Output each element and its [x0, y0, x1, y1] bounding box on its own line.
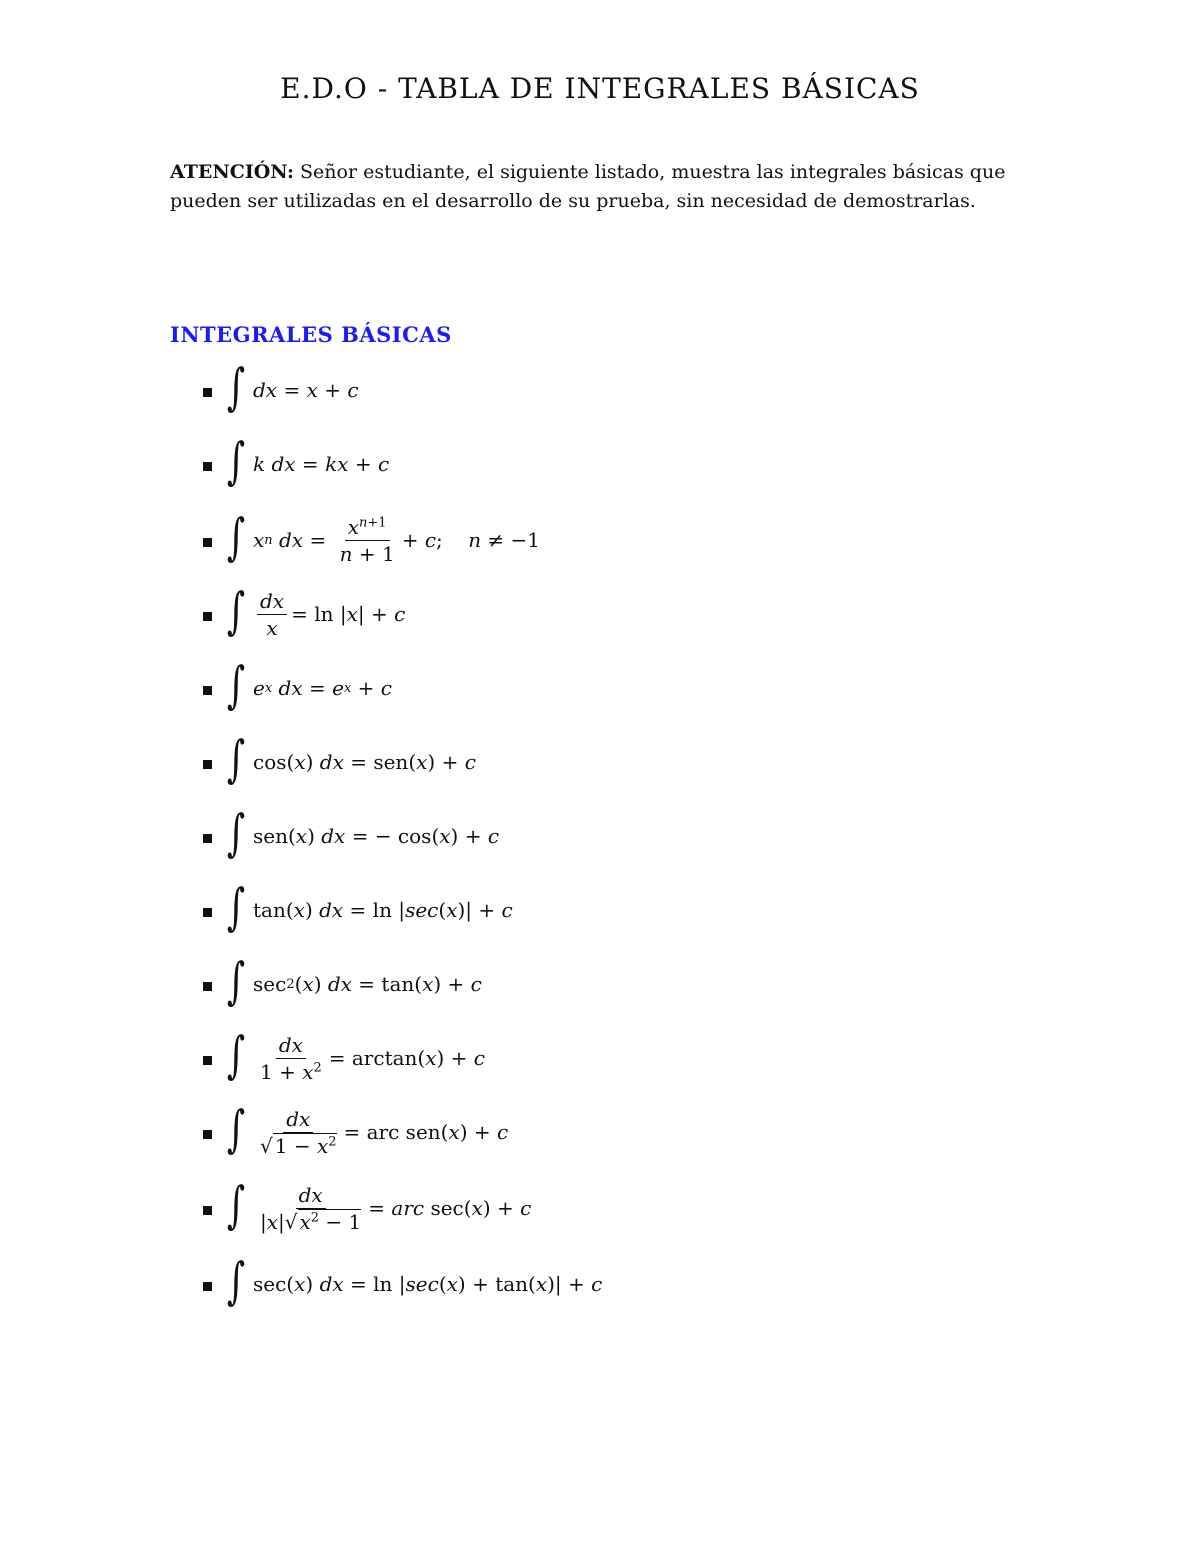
formula-item [203, 584, 903, 644]
square-bullet-icon [203, 760, 212, 769]
formula-item [203, 1254, 903, 1314]
square-bullet-icon [203, 1056, 212, 1065]
formula-expression: sen( x ) dx = − cos( x ) + c [253, 824, 500, 848]
integral-sign-icon: ∫ [226, 804, 246, 862]
integral-sign-icon: ∫ [226, 1100, 246, 1158]
integral-sign-icon: ∫ [226, 1252, 246, 1310]
formula-expression: sec( x ) dx = ln | sec ( x ) + tan( x )| + c [253, 1272, 603, 1296]
square-bullet-icon [203, 1206, 212, 1215]
integral-sign-icon: ∫ [226, 1026, 246, 1084]
formula-expression: $\frac{dx}{|x|√ x^2 - 1}$ = arc sec( x ) + c [260, 1182, 532, 1234]
integral-sign-icon: ∫ [226, 878, 246, 936]
square-bullet-icon [203, 908, 212, 917]
section-title: INTEGRALES BÁSICAS [170, 322, 452, 347]
notice-text-line2: pueden ser utilizadas en el desarrollo de su prueba, sin necesidad de demostrarlas. [170, 190, 976, 212]
integral-sign-icon: ∫ [226, 508, 246, 566]
formula-expression: $\frac{dx}{1 + x^2}$ = arctan( x ) + c [260, 1032, 485, 1084]
page-title: E.D.O - TABLA DE INTEGRALES BÁSICAS [280, 72, 920, 105]
notice-label: ATENCIÓN: [170, 161, 294, 183]
formula-item [203, 1028, 903, 1088]
square-bullet-icon [203, 538, 212, 547]
formula-expression: $\frac{dx}{√ 1 - x^2}$ = arc sen( x ) + c [260, 1106, 509, 1158]
square-bullet-icon [203, 462, 212, 471]
integral-sign-icon: ∫ [226, 358, 246, 416]
square-bullet-icon [203, 982, 212, 991]
notice-paragraph [170, 158, 1050, 216]
formula-item [203, 434, 903, 494]
integral-sign-icon: ∫ [226, 952, 246, 1010]
integral-sign-icon: ∫ [226, 730, 246, 788]
square-bullet-icon [203, 388, 212, 397]
formula-item [203, 360, 903, 420]
formula-item [203, 954, 903, 1014]
square-bullet-icon [203, 612, 212, 621]
formula-expression: x n dx = $\frac{x^{n+1}}{n + 1}$ + c ; n ≠ −1 [253, 514, 541, 566]
square-bullet-icon [203, 1282, 212, 1291]
formula-item [203, 880, 903, 940]
notice-text-line1: Señor estudiante, el siguiente listado, muestra las integrales básicas que [300, 161, 1006, 183]
integral-sign-icon: ∫ [226, 1176, 246, 1234]
formula-expression: cos( x ) dx = sen( x ) + c [253, 750, 476, 774]
formula-item [203, 658, 903, 718]
formula-expression: tan( x ) dx = ln | sec ( x )| + c [253, 898, 513, 922]
formula-expression: k dx = kx + c [253, 452, 390, 476]
formula-item [203, 1178, 903, 1238]
square-bullet-icon [203, 686, 212, 695]
integral-sign-icon: ∫ [226, 582, 246, 640]
formula-item [203, 510, 903, 570]
formula-expression: $\frac{dx}{x}$ = ln | x | + c [253, 584, 405, 644]
formula-expression: e x dx = e x + c [253, 676, 392, 700]
formula-item [203, 806, 903, 866]
integral-sign-icon: ∫ [226, 432, 246, 490]
formula-item [203, 732, 903, 792]
formula-item [203, 1102, 903, 1162]
integral-sign-icon: ∫ [226, 656, 246, 714]
formula-expression: sec 2 ( x ) dx = tan( x ) + c [253, 972, 482, 996]
formula-expression: dx = x + c [253, 378, 359, 402]
square-bullet-icon [203, 1130, 212, 1139]
square-bullet-icon [203, 834, 212, 843]
